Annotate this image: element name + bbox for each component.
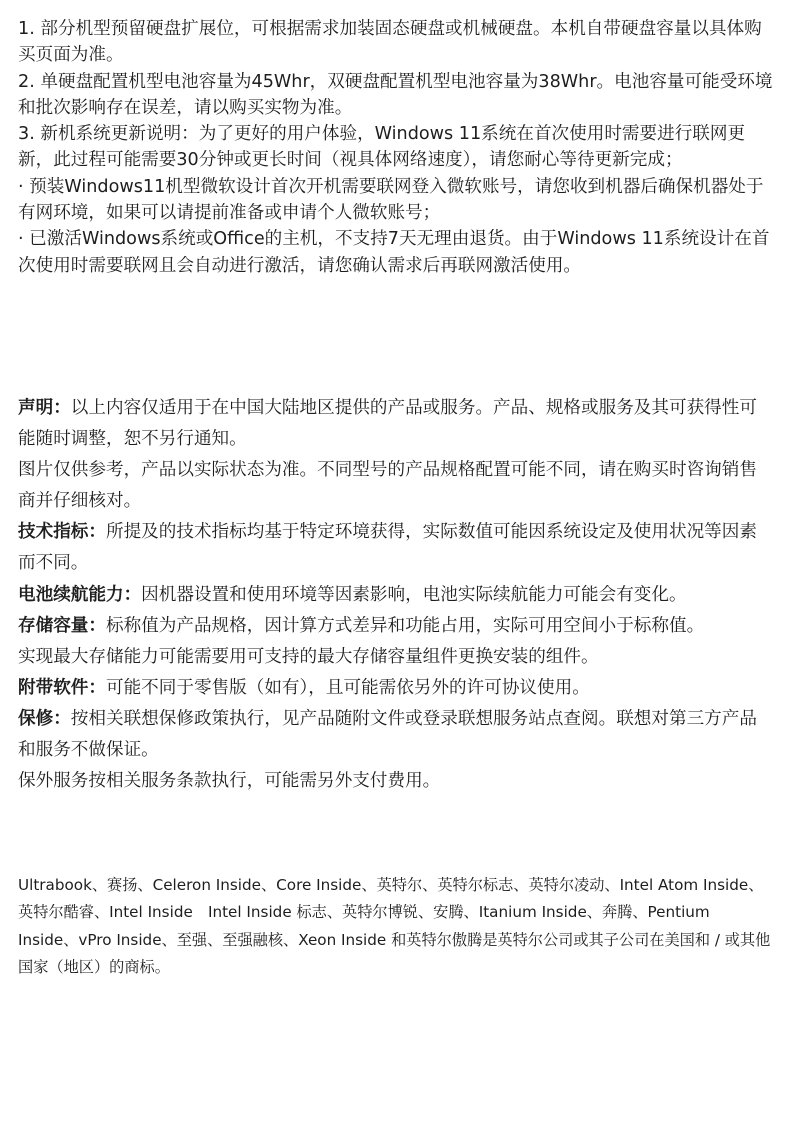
note-microsoft-account: · 预装Windows11机型微软设计首次开机需要联网登入微软账号，请您收到机器后确保机器处于有网环境，如果可以请提前准备或申请个人微软账号； <box>18 176 764 224</box>
statement-label: 声明： <box>18 398 71 418</box>
storage-capacity-text: 标称值为产品规格，因计算方式差异和功能占用，实际可用空间小于标称值。 <box>105 615 705 636</box>
warranty-label: 保修： <box>18 708 71 729</box>
note-hdd-expansion: 1. 部分机型预留硬盘扩展位，可根据需求加装固态硬盘或机械硬盘。本机自带硬盘容量以具体购买页面为准。 <box>18 19 762 66</box>
storage-capacity-paragraph <box>18 611 774 642</box>
tech-spec-label: 技术指标： <box>18 522 106 543</box>
bundled-software-label: 附带软件： <box>18 677 106 698</box>
purchase-notes <box>18 16 774 279</box>
storage-capacity-label: 存储容量： <box>18 615 106 636</box>
warranty-paragraph <box>18 704 774 766</box>
storage-note: 实现最大存储能力可能需要用可支持的最大存储容量组件更换安装的组件。 <box>18 646 599 667</box>
statement-text: 以上内容仅适用于在中国大陆地区提供的产品或服务。产品、规格或服务及其可获得性可能随时调整，恕不另行通知。 <box>18 398 757 450</box>
note-battery-capacity: 2. 单硬盘配置机型电池容量为45Whr，双硬盘配置机型电池容量为38Whr。电池容量可能受环境和批次影响存在误差，请以购买实物为准。 <box>18 71 773 118</box>
bundled-software-text: 可能不同于零售版（如有），且可能需依另外的许可协议使用。 <box>105 677 590 698</box>
battery-life-text: 因机器设置和使用环境等因素影响，电池实际续航能力可能会有变化。 <box>141 584 687 605</box>
warranty-text: 按相关联想保修政策执行，见产品随附文件或登录联想服务站点查阅。联想对第三方产品和服务不做保证。 <box>18 708 757 761</box>
battery-life-label: 电池续航能力： <box>18 584 142 605</box>
tech-spec-text: 所提及的技术指标均基于特定环境获得，实际数值可能因系统设定及使用状况等因素而不同。 <box>18 522 757 574</box>
disclaimer-section <box>18 393 774 797</box>
trademark-text: Ultrabook、赛扬、Celeron Inside、Core Inside、英特尔、英特尔标志、英特尔凌动、Intel Atom Inside、英特尔酷睿、Intel Inside Intel Inside 标志、英特尔博锐、安腾、Itanium Inside、奔腾、Pentium Inside、vPro Inside、至强、至强融核、Xeon Inside 和英特尔傲腾是英特尔公司或其子公司在美国和 / 或其他国家（地区）的商标。 <box>18 876 771 976</box>
bundled-software-paragraph <box>18 673 774 704</box>
statement-paragraph <box>18 393 774 455</box>
out-of-warranty-note: 保外服务按相关服务条款执行，可能需另外支付费用。 <box>18 771 441 792</box>
tech-spec-paragraph <box>18 517 774 579</box>
note-activation-return-policy: · 已激活Windows系统或Office的主机，不支持7天无理由退货。由于Windows 11系统设计在首次使用时需要联网且会自动进行激活，请您确认需求后再联网激活使用。 <box>18 229 770 276</box>
note-system-update: 3. 新机系统更新说明：为了更好的用户体验，Windows 11系统在首次使用时需要进行联网更新，此过程可能需要30分钟或更长时间（视具体网络速度），请您耐心等待更新完成； <box>18 124 746 171</box>
trademark-section <box>18 872 774 981</box>
image-note: 图片仅供参考，产品以实际状态为准。不同型号的产品规格配置可能不同，请在购买时咨询销售商并仔细核对。 <box>18 460 757 512</box>
battery-life-paragraph <box>18 580 774 611</box>
